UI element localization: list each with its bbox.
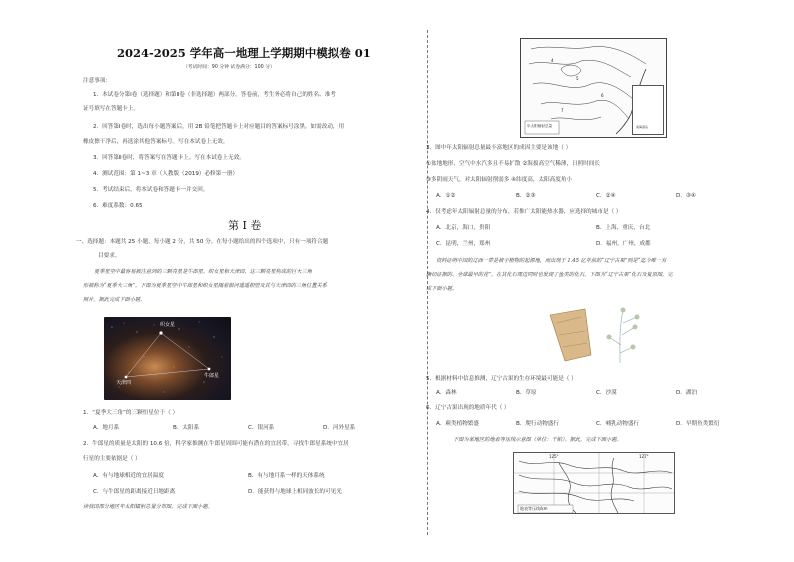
q4-option-a[interactable]: A．北京，海口，贵阳 bbox=[436, 225, 491, 231]
contour-legend: 地表等压线/km bbox=[520, 506, 548, 511]
section-title: 第 Ⅰ 卷 bbox=[228, 219, 262, 232]
deneb-label: 天津四 bbox=[116, 380, 132, 386]
q6-option-a[interactable]: A．蕨类植物繁盛 bbox=[436, 421, 479, 427]
q1-option-c[interactable]: C．银河系 bbox=[248, 425, 275, 431]
notice-item: 证号填写在答题卡上。 bbox=[83, 106, 139, 112]
question-6-stem: 6．辽宁古果出现的地质年代（ ） bbox=[426, 405, 510, 411]
isoline-value: 7 bbox=[561, 108, 564, 113]
q1-option-a[interactable]: A．地月系 bbox=[93, 425, 120, 431]
fossil-passage: 资料证明中国的辽西一带是被子植物的起源地，而出现于 1.45 亿年前的“辽宁古果”则是“迄今唯一有 bbox=[436, 258, 667, 264]
page-title: 2024-2025 学年高一地理上学期期中模拟卷 01 bbox=[117, 46, 371, 60]
q4-option-d[interactable]: D．福州，广州，成都 bbox=[596, 241, 651, 247]
notice-item: 2．回答第Ⅰ卷时，选出每小题答案后，用 2B 铅笔把答题卡上对应题目的答案标号涂黑。如需改动，用 bbox=[93, 124, 345, 130]
notice-item: 1．本试卷分第Ⅰ卷（选择题）和第Ⅱ卷（非选择题）两部分。答卷前，考生务必将自己的姓名、准考 bbox=[93, 92, 336, 98]
pressure-contour-map bbox=[513, 452, 675, 514]
altair-label: 牛郎星 bbox=[204, 373, 220, 379]
fossil-illustration bbox=[545, 305, 655, 365]
notice-item: 5．考试结束后，将本试卷和答题卡一并交回。 bbox=[93, 187, 209, 193]
isoline-value: 5 bbox=[576, 76, 579, 81]
passage-line: 形被称为“夏季大三角”。下图为夏季星空中牛郎星和织女星隔着银河遥遥相望及其与天津四的三角位置关系 bbox=[83, 283, 327, 289]
question-2-stem: 行星的主要依据是（ ） bbox=[83, 456, 141, 462]
q4-option-c[interactable]: C．昆明，兰州，郑州 bbox=[436, 241, 491, 247]
page-divider bbox=[427, 30, 428, 535]
passage-line: 夏季星空中最容易被注意到的三颗亮星是牛郎星、织女星和天津四，这三颗亮星构成的巨大三角 bbox=[94, 269, 312, 275]
q5-option-d[interactable]: D．湖泊 bbox=[676, 390, 698, 396]
isoline-value: 6 bbox=[601, 93, 604, 98]
summer-triangle-photo bbox=[104, 317, 231, 400]
contour-intro: 下图为某地区的地表等压线示意图（单位：千帕）。据此，完成下面小题。 bbox=[453, 437, 622, 443]
q5-option-c[interactable]: C．沙漠 bbox=[596, 390, 617, 396]
q3-option-c[interactable]: C．②④ bbox=[596, 193, 616, 199]
inset-label: 南海诸岛 bbox=[636, 125, 649, 129]
south-china-sea-inset bbox=[632, 85, 664, 135]
question-1-stem: 1．“夏季大三角”的三颗恒星位于（ ） bbox=[83, 410, 179, 416]
q5-option-b[interactable]: B．草原 bbox=[516, 390, 537, 396]
q2-option-d[interactable]: D．能获得与地球上相同波长的可见光 bbox=[248, 489, 342, 495]
longitude-label: 127° bbox=[639, 454, 649, 459]
section-instruction: 目要求。 bbox=[98, 253, 121, 259]
map-intro: 读我国部分地区年太阳辐射总量分布图，完成下面小题。 bbox=[83, 504, 213, 510]
q1-option-d[interactable]: D．河外星系 bbox=[323, 425, 356, 431]
notice-item: 6．难度系数：0.65 bbox=[93, 203, 143, 209]
notice-heading: 注意事项： bbox=[83, 78, 111, 84]
question-5-stem: 5．根据材料中信息推测，辽宁古果的生存环境最可能是（ ） bbox=[426, 376, 577, 382]
q6-option-c[interactable]: C．哺乳动物盛行 bbox=[596, 421, 640, 427]
q6-option-b[interactable]: B．爬行动物盛行 bbox=[516, 421, 559, 427]
fossil-passage: 确切证据的、全球最早的花”。在其化石周边同时也发现了鱼类的化石。下图为“辽宁古果”化石及复原图。完 bbox=[426, 272, 673, 278]
q3-option-d[interactable]: D．③④ bbox=[676, 193, 696, 199]
longitude-label: 125° bbox=[549, 454, 559, 459]
q1-option-b[interactable]: B．太阳系 bbox=[173, 425, 200, 431]
notice-item: 橡皮擦干净后，再选涂其他答案标号。写在本试卷上无效。 bbox=[83, 139, 229, 145]
notice-item: 3．回答第Ⅱ卷时，将答案写在答题卡上。写在本试卷上无效。 bbox=[93, 155, 245, 161]
q3-option-b[interactable]: B．②③ bbox=[516, 193, 536, 199]
fossil-passage: 成下面小题。 bbox=[426, 286, 458, 292]
q2-option-b[interactable]: B．有与地月系一样的天体系统 bbox=[248, 473, 325, 479]
q6-option-d[interactable]: D．早期鱼类繁衍 bbox=[676, 421, 720, 427]
passage-line: 照片。据此完成下面小题。 bbox=[83, 297, 146, 303]
q2-option-c[interactable]: C．与牛郎星的距离接近日地距离 bbox=[93, 489, 176, 495]
section-instruction: 一、选择题：本题共 25 小题，每小题 2 分，共 50 分。在每小题给出的四个选项中，只有一项符合题 bbox=[76, 239, 329, 245]
question-3-reasons: ③多阴雨天气，对太阳辐射削弱多 ④纬度高，太阳高度角小 bbox=[426, 177, 573, 183]
notice-item: 4．测试范围：第 1~3 章（人教版（2019）必修第一册） bbox=[93, 171, 239, 177]
question-3-stem: 3．图中年太阳辐射总量最丰富地区的成因主要是该地（ ） bbox=[426, 145, 572, 151]
question-3-reasons: ①盆地地形，空气中水汽多且不易扩散 ②海拔高空气稀薄，日照时间长 bbox=[426, 161, 601, 167]
question-2-stem: 2．牛郎星的质量是太阳的 10.6 倍，科学家推测在牛郎星周围可能有潜在的宜居带，寻找牛郎星系统中宜居 bbox=[83, 441, 349, 447]
map-legend: 年太阳辐射总量 bbox=[527, 124, 553, 128]
vega-label: 织女星 bbox=[160, 322, 176, 328]
q5-option-a[interactable]: A．森林 bbox=[436, 390, 457, 396]
q3-option-a[interactable]: A．①② bbox=[436, 193, 456, 199]
isoline-value: 4 bbox=[551, 58, 554, 63]
exam-info: （考试时间：90 分钟 试卷满分：100 分） bbox=[183, 65, 275, 70]
q2-option-a[interactable]: A．有与地球相近的宜居温度 bbox=[93, 473, 164, 479]
q4-option-b[interactable]: B．上海，重庆，台北 bbox=[596, 225, 651, 231]
question-4-stem: 4．仅考虑年太阳辐射总量的分布，若推广太阳能热水器，应选择的城市是（ ） bbox=[426, 209, 622, 215]
